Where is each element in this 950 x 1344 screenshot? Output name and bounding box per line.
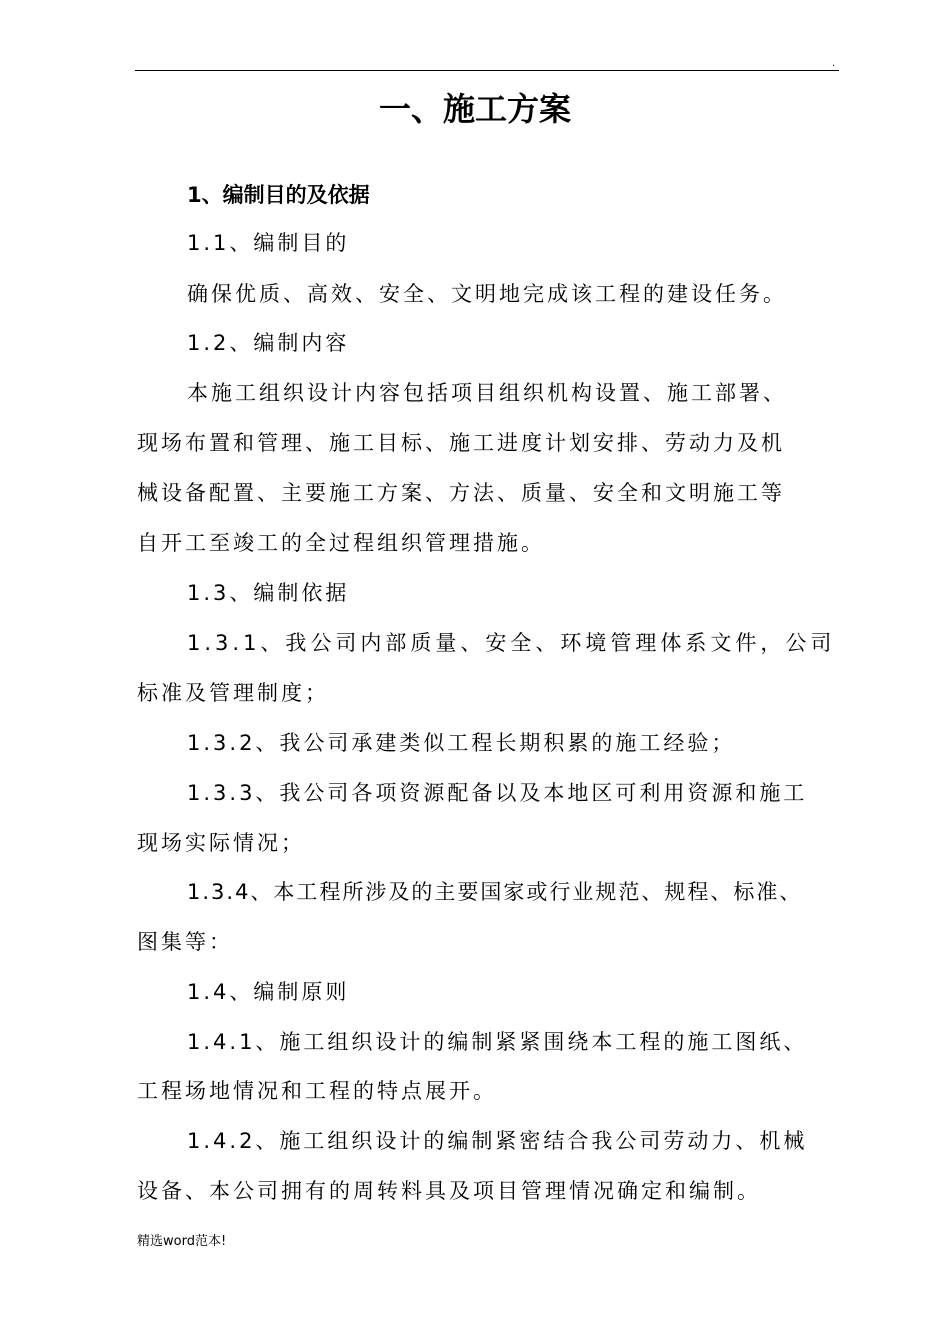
item-1-4-1-line: 1.4.1、施工组织设计的编制紧紧围绕本工程的施工图纸、 <box>187 1030 808 1054</box>
page-title: 一、施工方案 <box>378 90 571 128</box>
item-1-4-2-line: 设备、本公司拥有的周转料具及项目管理情况确定和编制。 <box>137 1179 761 1203</box>
item-1-3-3-line: 现场实际情况； <box>137 831 305 855</box>
paragraph-1-2-line: 本施工组织设计内容包括项目组织机构设置、施工部署、 <box>187 381 787 405</box>
section-heading: 1、编制目的及依据 <box>187 183 370 207</box>
subsection-heading-1-1: 1.1、编制目的 <box>187 231 350 255</box>
item-1-4-2-line: 1.4.2、施工组织设计的编制紧密结合我公司劳动力、机械 <box>187 1129 808 1153</box>
item-1-3-4-line: 1.3.4、本工程所涉及的主要国家或行业规范、规程、标准、 <box>187 880 803 904</box>
paragraph-1-2-line: 现场布置和管理、施工目标、施工进度计划安排、劳动力及机 <box>137 431 785 455</box>
subsection-heading-1-2: 1.2、编制内容 <box>187 331 350 355</box>
subsection-heading-1-3: 1.3、编制依据 <box>187 581 350 605</box>
item-1-3-1-line: 标准及管理制度； <box>137 681 329 705</box>
subsection-heading-1-4: 1.4、编制原则 <box>187 980 350 1004</box>
paragraph-1-2-line: 自开工至竣工的全过程组织管理措施。 <box>137 531 545 555</box>
paragraph-1-2-line: 械设备配置、主要施工方案、方法、质量、安全和文明施工等 <box>137 481 785 505</box>
paragraph-1-1: 确保优质、高效、安全、文明地完成该工程的建设任务。 <box>187 282 787 306</box>
item-1-3-4-line: 图集等： <box>137 930 233 954</box>
header-rule <box>135 70 839 71</box>
header-mark: . <box>832 58 836 69</box>
item-1-4-1-line: 工程场地情况和工程的特点展开。 <box>137 1079 497 1103</box>
item-1-3-2: 1.3.2、我公司承建类似工程长期积累的施工经验； <box>187 731 736 755</box>
item-1-3-3-line: 1.3.3、我公司各项资源配备以及本地区可利用资源和施工 <box>187 781 808 805</box>
footer-text: 精选word范本! <box>137 1234 227 1249</box>
item-1-3-1-line: 1.3.1、我公司内部质量、安全、环境管理体系文件，公司 <box>187 631 836 655</box>
